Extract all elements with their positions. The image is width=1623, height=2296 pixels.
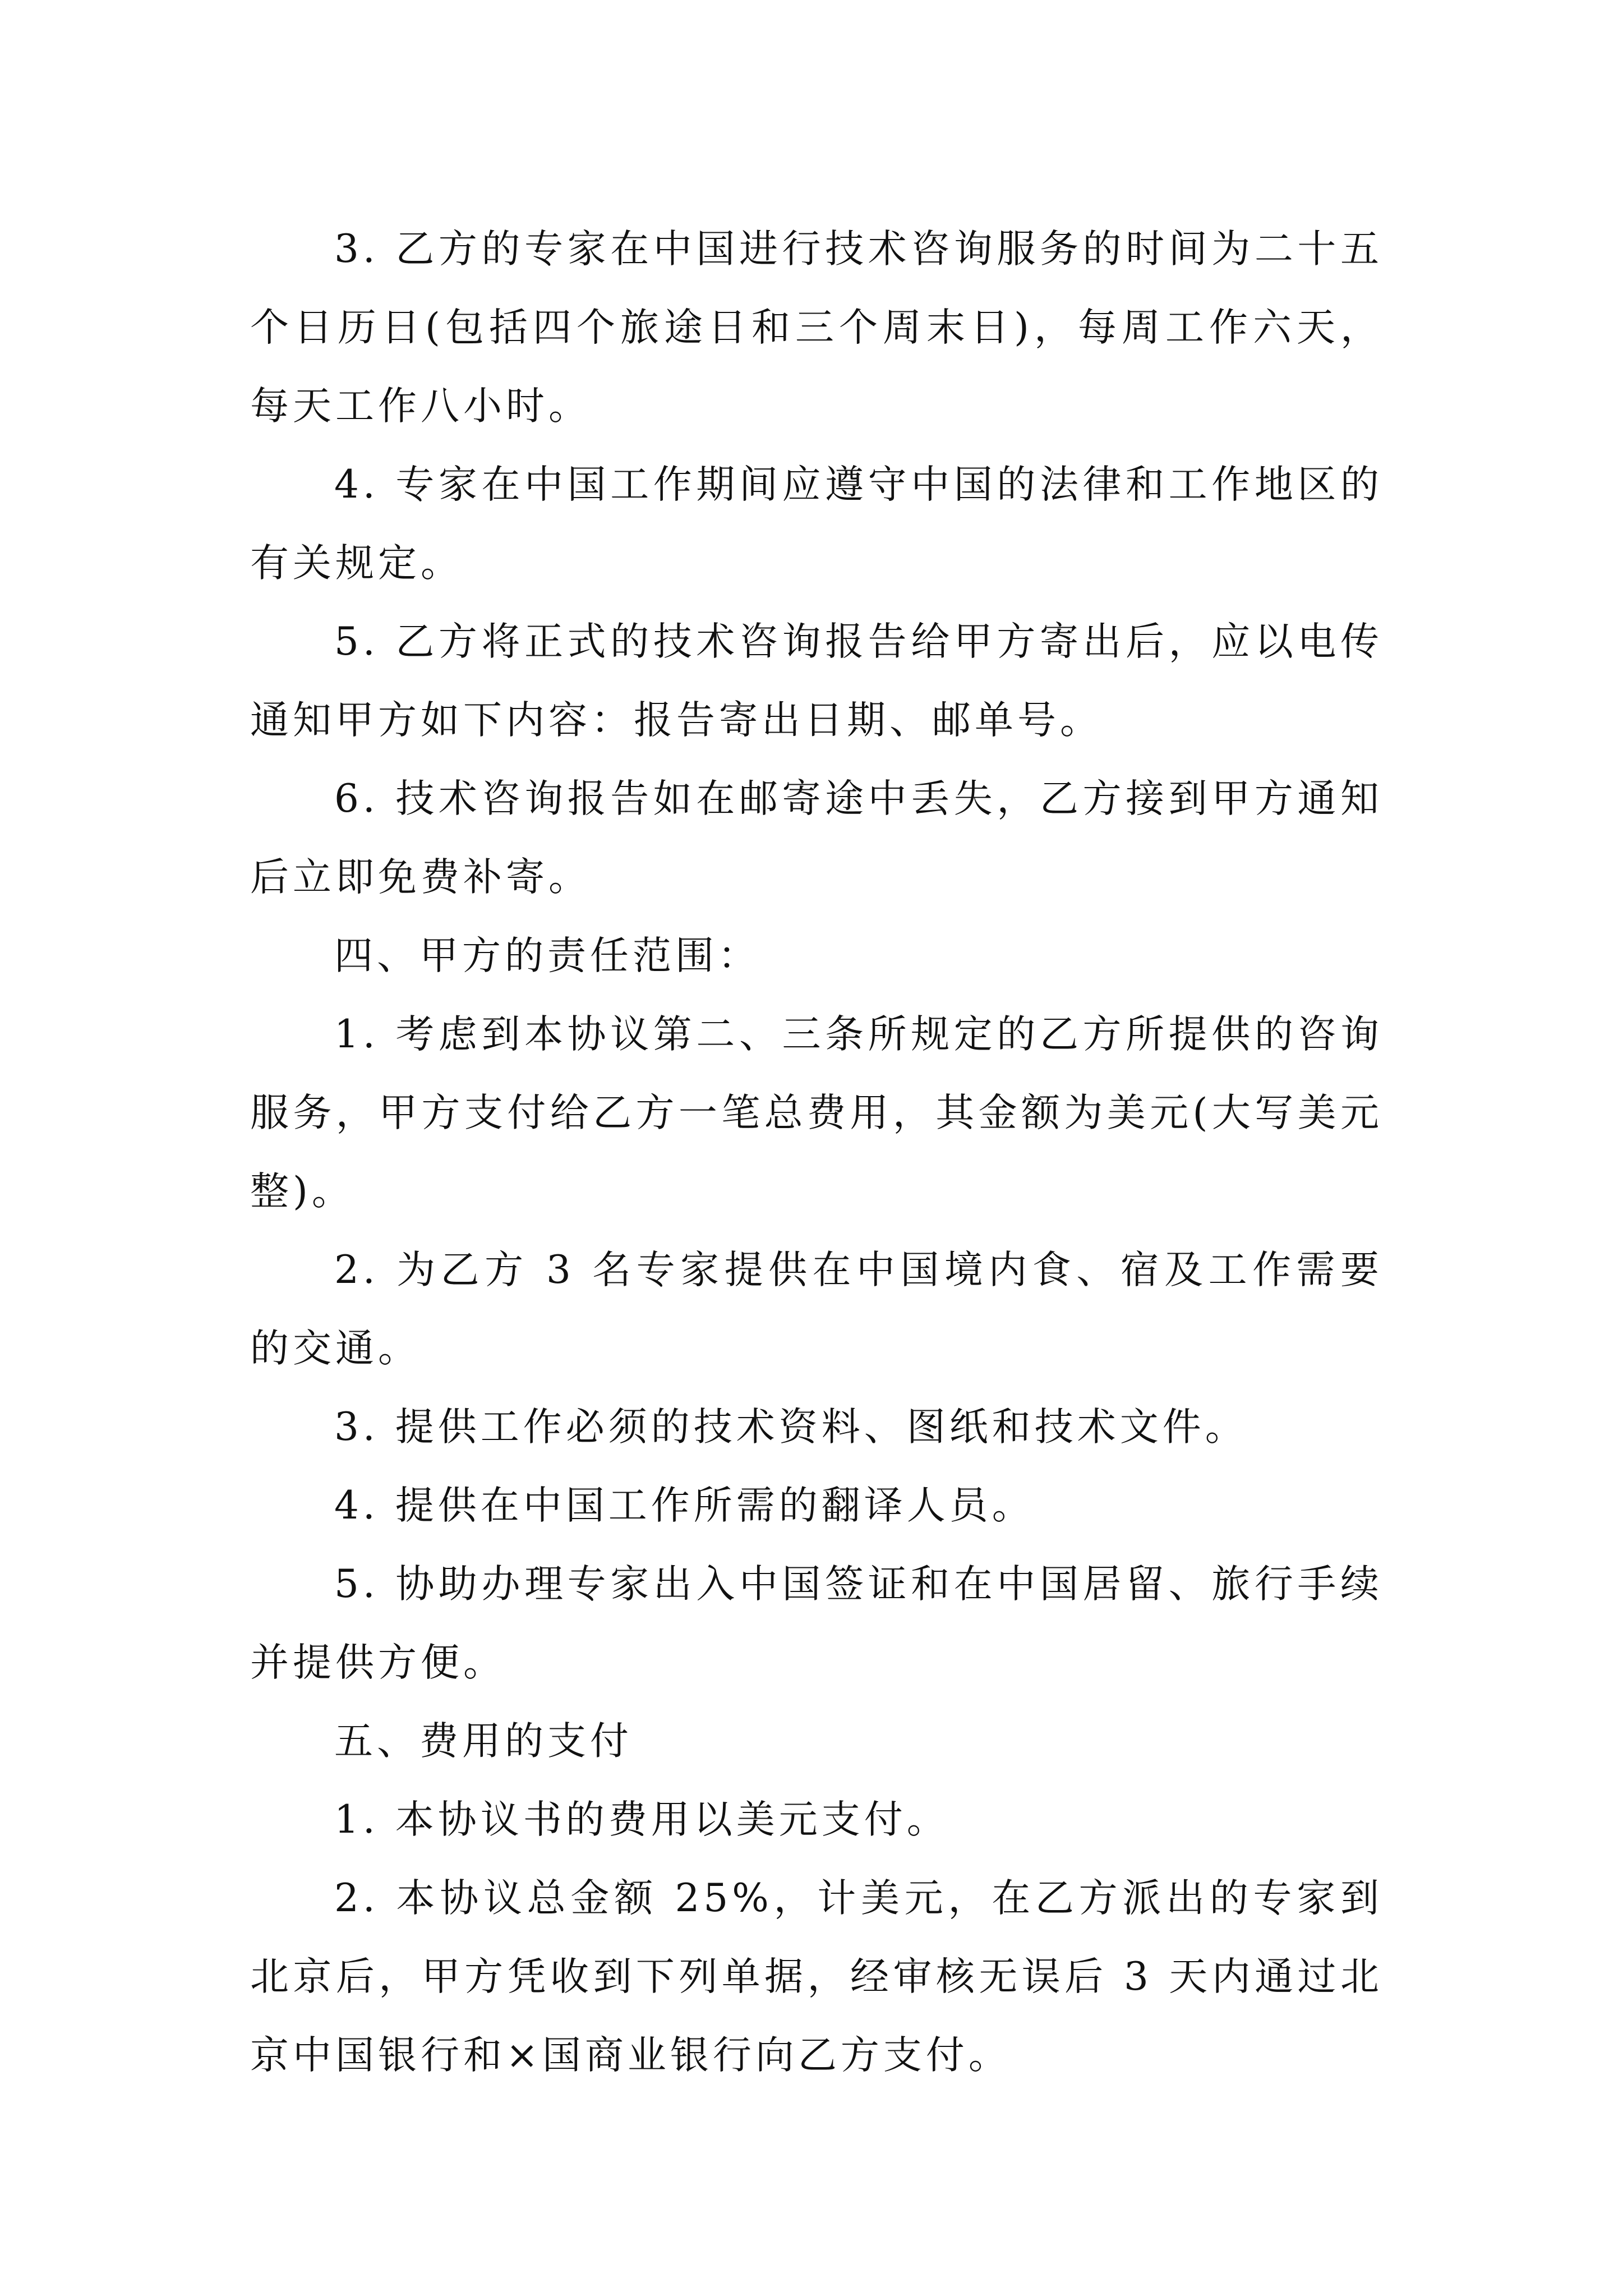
- section-heading-party-a-responsibility: 四、甲方的责任范围：: [334, 933, 760, 978]
- paragraph-technical-materials: 3. 提供工作必须的技术资料、图纸和技术文件。: [334, 1405, 1248, 1450]
- paragraph-visa-assistance: 5. 协助办理专家出入中国签证和在中国居留、旅行手续并提供方便。: [250, 1562, 1383, 1685]
- paragraph-report-lost: 6. 技术咨询报告如在邮寄途中丢失，乙方接到甲方通知后立即免费补寄。: [250, 776, 1383, 900]
- paragraph-total-fee: 1. 考虑到本协议第二、三条所规定的乙方所提供的咨询服务，甲方支付给乙方一笔总费用，其金额为美元(大写美元整)。: [250, 1012, 1383, 1214]
- document-body: [250, 210, 1383, 2095]
- section-heading-payment: 五、费用的支付: [334, 1719, 633, 1764]
- paragraph-report-notice: 5. 乙方将正式的技术咨询报告给甲方寄出后，应以电传通知甲方如下内容：报告寄出日期、邮单号。: [250, 619, 1383, 743]
- paragraph-food-lodging: 2. 为乙方 3 名专家提供在中国境内食、宿及工作需要的交通。: [250, 1248, 1383, 1371]
- paragraph-payment-currency: 1. 本协议书的费用以美元支付。: [334, 1797, 949, 1842]
- paragraph-translators: 4. 提供在中国工作所需的翻译人员。: [334, 1483, 1035, 1528]
- paragraph-comply-laws: 4. 专家在中国工作期间应遵守中国的法律和工作地区的有关规定。: [250, 462, 1383, 586]
- paragraph-consulting-period: 3. 乙方的专家在中国进行技术咨询服务的时间为二十五个日历日(包括四个旅途日和三个周末日)，每周工作六天，每天工作八小时。: [250, 227, 1383, 429]
- paragraph-payment-terms: 2. 本协议总金额 25%，计美元，在乙方派出的专家到北京后，甲方凭收到下列单据，经审核无误后 3 天内通过北京中国银行和×国商业银行向乙方支付。: [250, 1876, 1383, 2078]
